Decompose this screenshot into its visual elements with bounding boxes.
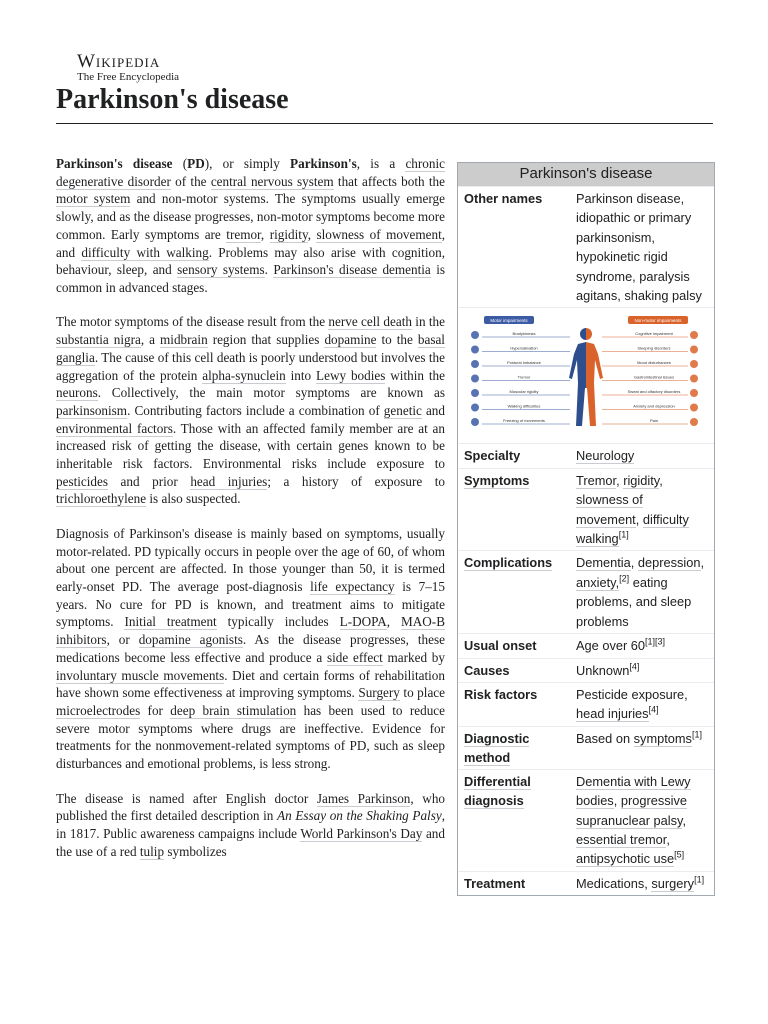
ref-link[interactable]: [5]	[674, 850, 685, 861]
infobox-value: Dementia, depression, anxiety,[2] eating problems, and sleep problems	[576, 555, 705, 629]
motor-item-label: Hypersalivation	[510, 345, 538, 351]
bold-term: PD	[187, 156, 205, 171]
infobox-label: Causes	[464, 662, 510, 678]
link-motor-system[interactable]: motor system	[56, 191, 131, 207]
link-central-nervous-system[interactable]: central nervous system	[210, 173, 334, 189]
link-genetic[interactable]: genetic	[383, 402, 422, 418]
text: that affects both the	[333, 173, 445, 189]
text: is 7–15 years. No cure for PD is known, and treatment aims to mitigate symptoms.	[56, 579, 445, 630]
motor-item-icon	[471, 404, 479, 412]
link-basal-ganglia[interactable]: basal ganglia	[56, 332, 445, 365]
text: Diagnosis of Parkinson's disease is mainly based on symptoms, usually motor-related. PD typically occurs in people over the age of 60, of whom about one percent are affected. In those younger than 50, it is termed early-onset PD. The average post-diagnosis	[56, 525, 445, 595]
ref-link[interactable]: [1][3]	[645, 636, 666, 647]
page-title: Parkinson's disease	[56, 84, 289, 115]
link-slowness-of-movement[interactable]: slowness of movement	[316, 226, 442, 242]
text: and	[421, 402, 445, 418]
infobox-label[interactable]	[458, 770, 571, 871]
text: symbolizes	[164, 843, 227, 859]
text: Unknown	[576, 662, 630, 678]
text: , and	[56, 226, 446, 260]
link-head-injuries[interactable]: head injuries	[190, 473, 268, 489]
text: (	[172, 156, 188, 171]
nonmotor-item-icon	[690, 360, 698, 368]
text: within the	[385, 367, 445, 383]
link-substantia-nigra[interactable]: substantia nigra	[56, 332, 141, 348]
text: Medications,	[576, 875, 652, 891]
link-tremor[interactable]: Tremor	[576, 472, 617, 488]
link-neurons[interactable]: neurons	[56, 385, 98, 401]
infobox-label[interactable]	[458, 551, 571, 633]
link-life-expectancy[interactable]: life expectancy	[310, 579, 395, 595]
link-trichloroethylene[interactable]: trichloroethylene	[56, 491, 147, 507]
text: . The cause of this cell death is poorly understood but involves the aggregation of the protein	[56, 349, 445, 383]
infobox-row-differential-diagnosis	[458, 769, 714, 871]
text: ,	[260, 226, 270, 242]
infobox-label: Treatment	[464, 875, 526, 891]
text: into	[285, 367, 317, 383]
link-microelectrodes[interactable]: microelectrodes	[56, 702, 141, 718]
infobox-label: Specialty	[464, 448, 521, 464]
link-antipsychotic-use[interactable]: antipsychotic use	[576, 851, 675, 867]
text: ,	[616, 472, 624, 488]
nonmotor-item-label: Gastrointestinal issues	[633, 374, 675, 380]
link-essential-tremor[interactable]: essential tremor	[576, 831, 667, 847]
text: , is a	[356, 156, 406, 171]
motor-header: Motor impairments	[490, 318, 528, 324]
ref-link[interactable]: [2]	[619, 573, 630, 584]
paragraph-3	[56, 525, 445, 773]
nonmotor-list	[602, 331, 698, 426]
infobox-value	[571, 444, 714, 467]
nonmotor-item-label: Mood disturbances	[637, 360, 671, 366]
link-dementia-with-lewy-bodies[interactable]: Dementia with Lewy bodies	[576, 773, 691, 809]
link-tremor[interactable]: tremor	[226, 226, 261, 242]
link-deep-brain-stimulation[interactable]: deep brain stimulation	[170, 702, 297, 718]
text: eating problems, and sleep problems	[576, 574, 692, 629]
motor-item-icon	[471, 375, 479, 383]
text: of the	[170, 173, 211, 189]
title-divider	[56, 123, 713, 124]
text: is common in advanced stages.	[56, 262, 445, 295]
infobox-value	[571, 469, 714, 551]
link-dementia[interactable]: Dementia	[576, 555, 631, 571]
text: ,	[386, 614, 402, 630]
motor-nonmotor-figure	[458, 308, 714, 443]
text: ), or simply	[204, 156, 291, 171]
infobox-value	[571, 727, 714, 769]
infobox-row-specialty	[458, 443, 714, 467]
link-james-parkinson[interactable]: James Parkinson	[316, 790, 411, 806]
link-symptoms-label[interactable]: Symptoms	[464, 472, 530, 488]
motor-item-icon	[471, 331, 479, 339]
text: , who published the first detailed description in	[56, 790, 446, 824]
link-mao-b-inhibitors[interactable]: MAO-B inhibitors	[56, 614, 445, 648]
link-alpha-synuclein[interactable]: alpha-synuclein	[202, 367, 286, 383]
link-side-effect[interactable]: side effect	[327, 649, 383, 665]
text: has been used to reduce severe motor symptoms where drugs are ineffective. Evidence for treatments for the nonmovement-related symptoms of PD, such as sleep disturbances and emotional problems, is less strong.	[56, 702, 445, 772]
text: and prior	[108, 473, 191, 489]
nonmotor-item-icon	[690, 331, 698, 339]
link-surgery[interactable]: Surgery	[358, 685, 400, 701]
link-l-dopa[interactable]: L-DOPA	[339, 614, 387, 630]
paragraph-2	[56, 313, 445, 508]
link-surgery[interactable]: surgery	[651, 875, 695, 891]
link-slowness-of-movement[interactable]: slowness of movement	[576, 492, 643, 527]
link-world-parkinsons-day[interactable]: World Parkinson's Day	[300, 826, 423, 841]
motor-item-icon	[471, 346, 479, 354]
text: . Contributing factors include a combination of	[127, 402, 384, 418]
logo-tagline: The Free Encyclopedia	[77, 71, 180, 83]
nonmotor-header: Non-motor impairments	[634, 318, 682, 324]
text: The motor symptoms of the disease result from the	[56, 314, 329, 330]
symptoms-figure[interactable]	[458, 307, 714, 443]
link-difficulty-with-walking[interactable]: difficulty with walking	[81, 244, 209, 260]
ref-link[interactable]: [4]	[629, 661, 640, 672]
infobox-row-other-names	[458, 186, 714, 307]
link-pesticides[interactable]: pesticides	[56, 473, 109, 489]
wikipedia-logo[interactable]	[77, 51, 179, 83]
infobox-label[interactable]	[458, 727, 571, 769]
bold-term: Parkinson's	[290, 156, 357, 171]
infobox-row-complications	[458, 550, 714, 633]
link-nerve-cell-death[interactable]: nerve cell death	[328, 314, 412, 330]
link-dopamine[interactable]: dopamine	[324, 332, 377, 348]
motor-item-icon	[471, 389, 479, 397]
link-complications-label[interactable]: Complications	[464, 555, 553, 571]
text: to the	[376, 332, 418, 348]
paragraph-4	[56, 790, 445, 861]
link-initial-treatment[interactable]: Initial treatment	[124, 614, 217, 630]
text: to place	[399, 685, 446, 701]
link-head-injuries[interactable]: head injuries	[576, 706, 649, 722]
link-neurology[interactable]: Neurology	[576, 448, 635, 464]
article-body	[56, 155, 445, 877]
infobox-row-risk-factors	[458, 682, 714, 726]
text: , a	[140, 332, 161, 348]
infobox-row-symptoms	[458, 468, 714, 551]
motor-item-icon	[471, 418, 479, 426]
text: ; a history of exposure to	[267, 473, 446, 489]
text: Based on	[576, 730, 634, 746]
infobox-row-diagnostic-method	[458, 726, 714, 769]
text: . Collectively, the main motor symptoms are known as	[97, 385, 445, 401]
motor-item-label: Bradykinesia	[512, 331, 536, 337]
logo-wordmark: Wikipedia	[77, 51, 161, 72]
text: . Diet and certain forms of rehabilitation have shown some effectiveness at improving symptoms.	[56, 667, 445, 701]
link-symptoms[interactable]: symptoms	[633, 730, 692, 746]
nonmotor-item-label: Sweat and olfactory disorders	[627, 389, 681, 395]
motor-item-label: Freezing of movements	[503, 418, 545, 424]
link-lewy-bodies[interactable]: Lewy bodies	[316, 367, 386, 383]
nonmotor-item-icon	[690, 418, 698, 426]
text: .	[264, 262, 274, 278]
infobox-row-onset	[458, 633, 714, 657]
text: is also suspected.	[146, 491, 241, 507]
ref-link[interactable]: [4]	[648, 705, 659, 716]
infobox-title: Parkinson's disease	[458, 163, 714, 186]
text: Age over 60	[576, 638, 646, 654]
link-differential-diagnosis-label[interactable]: Differential diagnosis	[464, 773, 531, 808]
text: ,	[307, 226, 317, 242]
link-diagnostic-method-label[interactable]: Diagnostic method	[464, 730, 530, 765]
text: . Problems may also arise with cognition, behaviour, sleep, and	[56, 244, 445, 278]
link-depression[interactable]: depression	[637, 555, 701, 571]
text: Pesticide exposure,	[576, 686, 688, 702]
text: and the use of a red	[56, 826, 445, 859]
link-environmental-factors[interactable]: environmental factors	[56, 420, 173, 436]
text: ,	[659, 472, 663, 488]
text: , in 1817. Public awareness campaigns include	[56, 808, 445, 841]
nonmotor-item-label: Sleeping disorders	[637, 345, 671, 351]
infobox-label: Other names	[464, 191, 543, 206]
human-figure-icon	[569, 328, 603, 426]
link-anxiety[interactable]: anxiety,	[576, 574, 620, 590]
infobox-value	[571, 872, 714, 895]
text: ,	[635, 511, 643, 527]
link-involuntary-muscle-movements[interactable]: involuntary muscle movements	[56, 667, 225, 683]
motor-item-label: Muscular rigidity	[509, 389, 539, 395]
text: typically includes	[216, 614, 340, 630]
infobox-value	[571, 659, 714, 682]
text: . As the disease progresses, these medications become less effective and produce a	[56, 632, 445, 665]
paragraph-1	[56, 155, 445, 297]
link-rigidity[interactable]: rigidity	[269, 226, 308, 242]
motor-item-label: Tremor	[517, 374, 531, 380]
link-difficulty-walking[interactable]: difficulty walking	[576, 511, 689, 547]
motor-item-icon	[471, 360, 479, 368]
infobox-row-causes	[458, 658, 714, 682]
infobox-value: Dementia with Lewy bodies, progressive supranuclear palsy, essential tremor, antipsychotic use[5]	[576, 773, 691, 867]
text: marked by	[382, 649, 445, 665]
infobox-value	[571, 683, 714, 726]
motor-item-label: Walking difficulties	[507, 403, 541, 409]
text: and non-motor systems. The symptoms usually emerge slowly, and as the disease progresses, non-motor symptoms become more common. Early symptoms are	[56, 191, 445, 242]
text: The disease is named after English doctor	[56, 790, 317, 806]
book-title: An Essay on the Shaking Palsy	[277, 808, 442, 824]
link-progressive-supranuclear-palsy[interactable]: progressive supranuclear palsy	[576, 793, 687, 828]
ref-link[interactable]: [1]	[694, 874, 705, 885]
infobox-row-treatment	[458, 871, 714, 895]
link-dopamine-agonists[interactable]: dopamine agonists	[138, 632, 243, 648]
link-midbrain[interactable]: midbrain	[160, 332, 208, 348]
nonmotor-item-label: Anxiety and depression	[633, 403, 675, 409]
nonmotor-item-icon	[690, 404, 698, 412]
nonmotor-item-icon	[690, 346, 698, 354]
nonmotor-item-label: Pain	[649, 418, 659, 424]
bold-term: Parkinson's disease	[56, 156, 173, 171]
text: , or	[106, 632, 139, 648]
infobox-label[interactable]	[458, 469, 571, 551]
link-rigidity[interactable]: rigidity	[623, 472, 660, 488]
ref-link[interactable]: [1]	[618, 529, 629, 540]
text: for	[140, 702, 171, 718]
infobox-value	[571, 634, 714, 657]
infobox-label: Risk factors	[464, 686, 538, 702]
infobox-value: Parkinson disease, idiopathic or primary parkinsonism, hypokinetic rigid syndrome, paralysis agitans, shaking palsy	[576, 191, 702, 304]
ref-link[interactable]: [1]	[691, 729, 702, 740]
link-chronic-degenerative-disorder[interactable]: chronic degenerative disorder	[56, 156, 445, 189]
link-tulip[interactable]: tulip	[139, 843, 165, 859]
text: . Those with an affected family member are at an increased risk of getting the disease, with certain genes known to be inheritable risk factors. Environmental risks include exposure to	[56, 420, 445, 472]
nonmotor-item-label: Cognitive impairment	[635, 331, 673, 337]
text: in the	[411, 314, 445, 330]
infobox-label: Usual onset	[464, 638, 537, 654]
motor-item-label: Postural imbalance	[506, 360, 542, 366]
text: region that supplies	[207, 332, 325, 348]
link-sensory-systems[interactable]: sensory systems	[177, 262, 265, 278]
nonmotor-item-icon	[690, 389, 698, 397]
motor-list	[471, 331, 570, 426]
link-parkinsons-disease-dementia[interactable]: Parkinson's disease dementia	[273, 262, 431, 278]
link-parkinsonism[interactable]: parkinsonism	[56, 402, 128, 418]
infobox	[457, 162, 715, 896]
nonmotor-item-icon	[690, 375, 698, 383]
